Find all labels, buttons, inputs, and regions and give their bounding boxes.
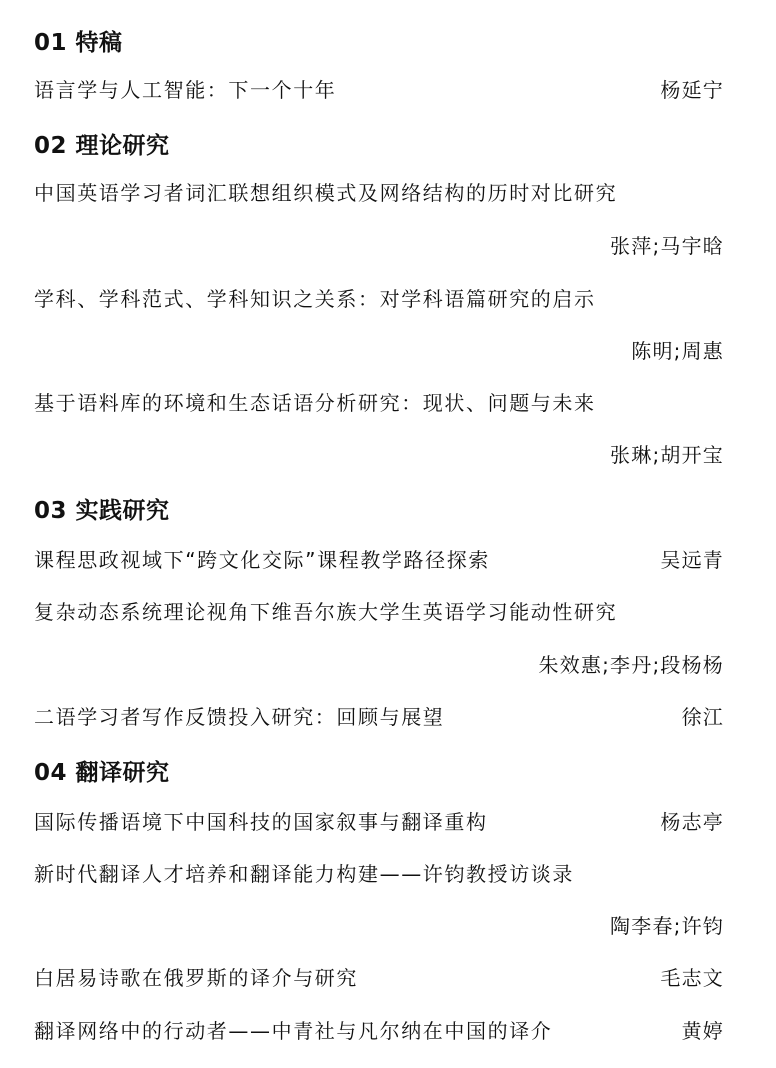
article-entry[interactable] — [34, 702, 724, 732]
article-author-line — [34, 231, 724, 261]
article-entry[interactable] — [34, 597, 724, 627]
article-author: 杨志亭 — [660, 810, 724, 834]
article-entry[interactable] — [34, 178, 724, 208]
article-entry[interactable] — [34, 1016, 724, 1046]
section-heading-03: 03 实践研究 — [34, 498, 170, 524]
article-author: 杨延宁 — [660, 78, 724, 102]
article-author: 吴远青 — [660, 548, 724, 572]
article-title: 白居易诗歌在俄罗斯的译介与研究 — [34, 966, 358, 990]
article-title: 新时代翻译人才培养和翻译能力构建——许钧教授访谈录 — [34, 862, 574, 886]
article-author: 张萍;马宇晗 — [610, 234, 724, 258]
article-author: 张琳;胡开宝 — [610, 443, 724, 467]
article-title: 课程思政视域下“跨文化交际”课程教学路径探索 — [34, 548, 490, 572]
article-entry[interactable] — [34, 388, 724, 418]
article-entry[interactable] — [34, 807, 724, 837]
section-heading-02: 02 理论研究 — [34, 133, 170, 159]
article-author: 朱效惠;李丹;段杨杨 — [538, 653, 724, 677]
article-author: 陶李春;许钧 — [610, 914, 724, 938]
article-entry[interactable] — [34, 963, 724, 993]
article-author-line — [34, 911, 724, 941]
article-entry[interactable] — [34, 284, 724, 314]
section-heading-04: 04 翻译研究 — [34, 760, 170, 786]
article-author: 黄婷 — [681, 1019, 724, 1043]
article-title: 基于语料库的环境和生态话语分析研究：现状、问题与未来 — [34, 391, 596, 415]
article-entry[interactable] — [34, 545, 724, 575]
article-title: 翻译网络中的行动者——中青社与凡尔纳在中国的译介 — [34, 1019, 553, 1043]
article-title: 语言学与人工智能：下一个十年 — [34, 78, 337, 102]
article-title: 二语学习者写作反馈投入研究：回顾与展望 — [34, 705, 445, 729]
section-heading-01: 01 特稿 — [34, 30, 123, 56]
article-author-line — [34, 440, 724, 470]
article-title: 中国英语学习者词汇联想组织模式及网络结构的历时对比研究 — [34, 181, 618, 205]
article-title: 国际传播语境下中国科技的国家叙事与翻译重构 — [34, 810, 488, 834]
article-title: 学科、学科范式、学科知识之关系：对学科语篇研究的启示 — [34, 287, 596, 311]
article-author-line — [34, 336, 724, 366]
article-author: 徐江 — [681, 705, 724, 729]
article-title: 复杂动态系统理论视角下维吾尔族大学生英语学习能动性研究 — [34, 600, 618, 624]
article-author: 陈明;周惠 — [631, 339, 724, 363]
article-entry[interactable] — [34, 859, 724, 889]
article-author: 毛志文 — [660, 966, 724, 990]
article-author-line — [34, 650, 724, 680]
article-entry[interactable] — [34, 75, 724, 105]
